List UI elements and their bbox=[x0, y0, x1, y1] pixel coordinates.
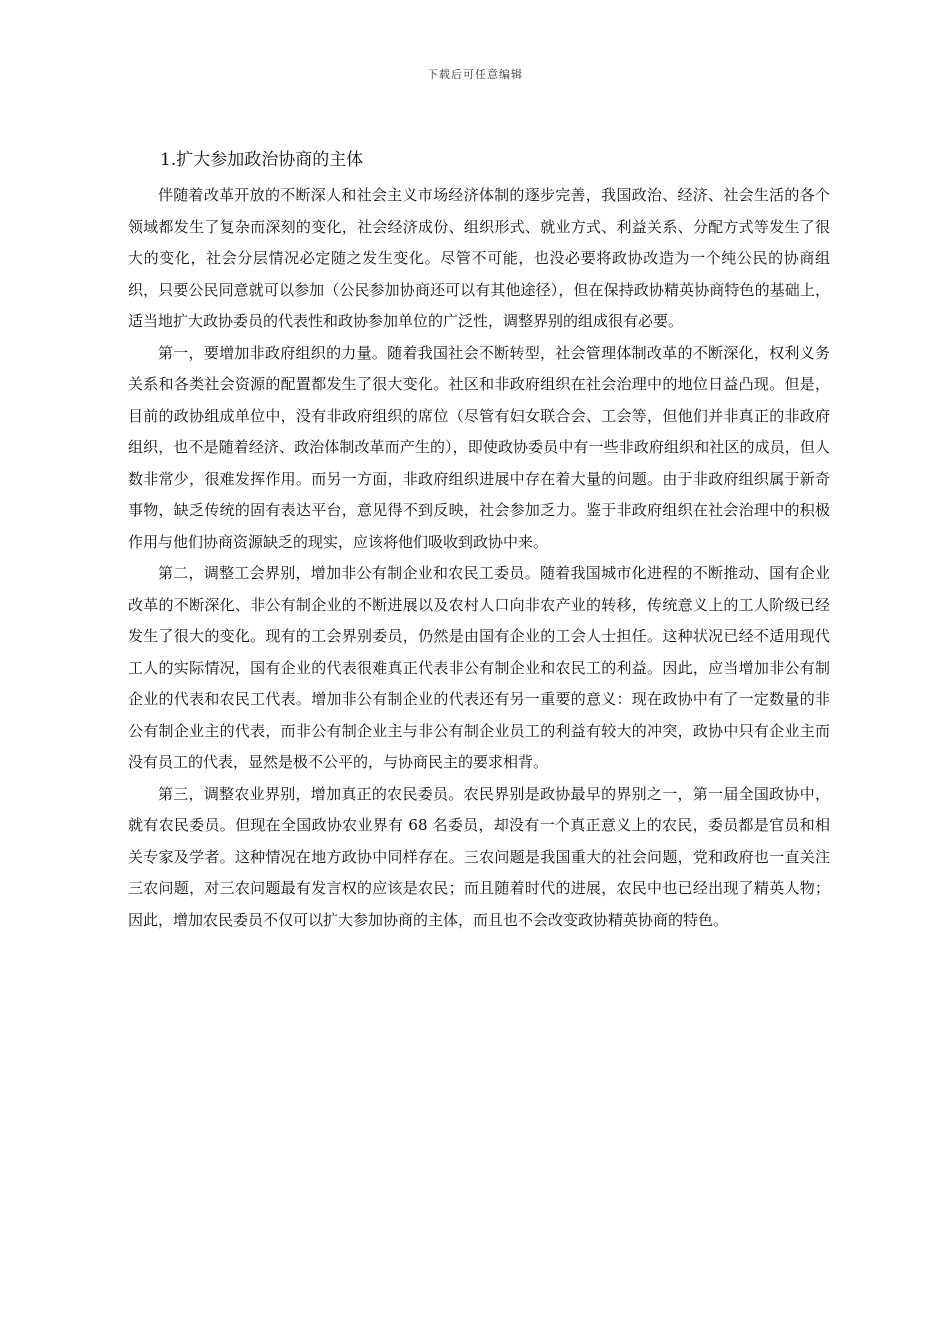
paragraph-third-point: 第三，调整农业界别，增加真正的农民委员。农民界别是政协最早的界别之一，第一届全国政协中，就有农民委员。但现在全国政协农业界有 68 名委员，却没有一个真正意义上的农民，委员都是官员和相关专家及学者。这种情况在地方政协中同样存在。三农问题是我国重大的社会问题，党和政府也一直关注三农问题，对三农问题最有发言权的应该是农民；而且随着时代的进展，农民中也已经出现了精英人物；因此，增加农民委员不仅可以扩大参加协商的主体，而且也不会改变政协精英协商的特色。 bbox=[128, 784, 830, 929]
page-header: 下载后可任意编辑 bbox=[427, 68, 523, 81]
document-body bbox=[128, 146, 830, 936]
paragraph-first-point: 第一，要增加非政府组织的力量。随着我国社会不断转型，社会管理体制改革的不断深化，权利义务关系和各类社会资源的配置都发生了很大变化。社区和非政府组织在社会治理中的地位日益凸现。但是，目前的政协组成单位中，没有非政府组织的席位（尽管有妇女联合会、工会等，但他们并非真正的非政府组织，也不是随着经济、政治体制改革而产生的），即使政协委员中有一些非政府组织和社区的成员，但人数非常少，很难发挥作用。而另一方面，非政府组织进展中存在着大量的问题。由于非政府组织属于新奇事物，缺乏传统的固有表达平台，意见得不到反映，社会参加乏力。鉴于非政府组织在社会治理中的积极作用与他们协商资源缺乏的现实，应该将他们吸收到政协中来。 bbox=[128, 343, 830, 551]
paragraph-intro: 伴随着改革开放的不断深人和社会主义市场经济体制的逐步完善，我国政治、经济、社会生活的各个领域都发生了复杂而深刻的变化，社会经济成份、组织形式、就业方式、利益关系、分配方式等发生了很大的变化，社会分层情况必定随之发生变化。尽管不可能，也没必要将政协改造为一个纯公民的协商组织，只要公民同意就可以参加（公民参加协商还可以有其他途径），但在保持政协精英协商特色的基础上，适当地扩大政协委员的代表性和政协参加单位的广泛性，调整界别的组成很有必要。 bbox=[128, 186, 830, 330]
paragraph-second-point: 第二，调整工会界别，增加非公有制企业和农民工委员。随着我国城市化进程的不断推动、国有企业改革的不断深化、非公有制企业的不断进展以及农村人口向非农产业的转移，传统意义上的工人阶级已经发生了很大的变化。现有的工会界别委员，仍然是由国有企业的工会人士担任。这种状况已经不适用现代工人的实际情况，国有企业的代表很难真正代表非公有制企业和农民工的利益。因此，应当增加非公有制企业的代表和农民工代表。增加非公有制企业的代表还有另一重要的意义：现在政协中有了一定数量的非公有制企业主的代表，而非公有制企业主与非公有制企业员工的利益有较大的冲突，政协中只有企业主而没有员工的代表，显然是极不公平的，与协商民主的要求相背。 bbox=[128, 564, 830, 771]
section-title: 1.扩大参加政治协商的主体 bbox=[160, 150, 364, 170]
